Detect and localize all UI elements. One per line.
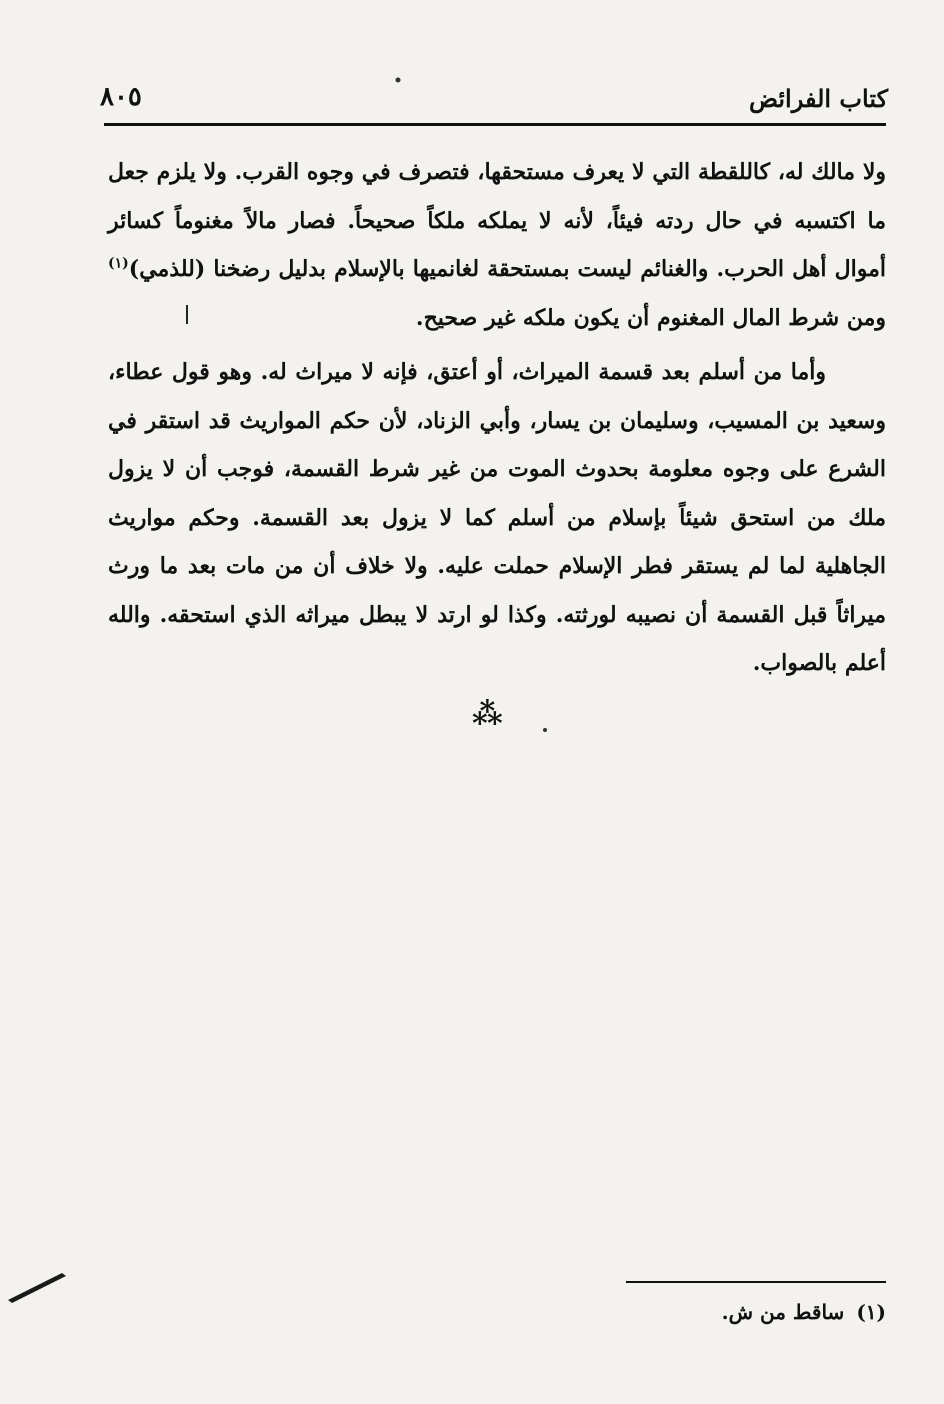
pen-stroke-mark	[8, 1273, 66, 1303]
book-title: كتاب الفرائض	[748, 84, 888, 113]
footnote-number: (١)	[856, 1300, 886, 1324]
page-header	[100, 72, 888, 124]
ink-speck	[543, 728, 547, 732]
page-number: ٨٠٥	[100, 82, 142, 112]
paragraph-1-text-end: ومن شرط المال المغنوم أن يكون ملكه غير صحيح.	[415, 304, 886, 331]
footnote	[722, 1300, 886, 1324]
footnote-divider	[626, 1281, 886, 1283]
section-separator-asterism: ⁂	[472, 697, 503, 732]
main-text	[108, 148, 886, 688]
footnote-reference: (١)	[108, 255, 129, 272]
header-divider	[104, 123, 886, 126]
paragraph-1	[108, 148, 886, 342]
paragraph-1-text: ولا مالك له، كاللقطة التي لا يعرف مستحقها، فتصرف في وجوه القرب. ولا يلزم جعل ما اكتسبه في حال ردته فيئاً، لأنه لا يملكه ملكاً صحيحاً. فصار مالاً مغنوماً كسائر أموال أهل الحرب. والغنائم ليست بمستحقة لغانميها بالإسلام بدليل رضخنا (للذمي)	[108, 159, 886, 282]
paragraph-2: وأما من أسلم بعد قسمة الميراث، أو أعتق، فإنه لا ميراث له. وهو قول عطاء، وسعيد بن المسيب، وسليمان بن يسار، وأبي الزناد، لأن حكم المواريث قد استقر في الشرع على وجوه معلومة بحدوث الموت من غير شرط القسمة، فوجب أن لا يزول ملك من استحق شيئاً بإسلام من أسلم كما لا يزول بعد القسمة. وحكم مواريث الجاهلية لما لم يستقر فطر الإسلام حملت عليه. ولا خلاف أن من مات بعد ما ورث ميراثاً قبل القسمة أن نصيبه لورثته. وكذا لو ارتد لا يبطل ميراثه الذي استحقه. والله أعلم بالصواب.	[108, 359, 886, 676]
footnote-text: ساقط من ش.	[721, 1300, 845, 1324]
